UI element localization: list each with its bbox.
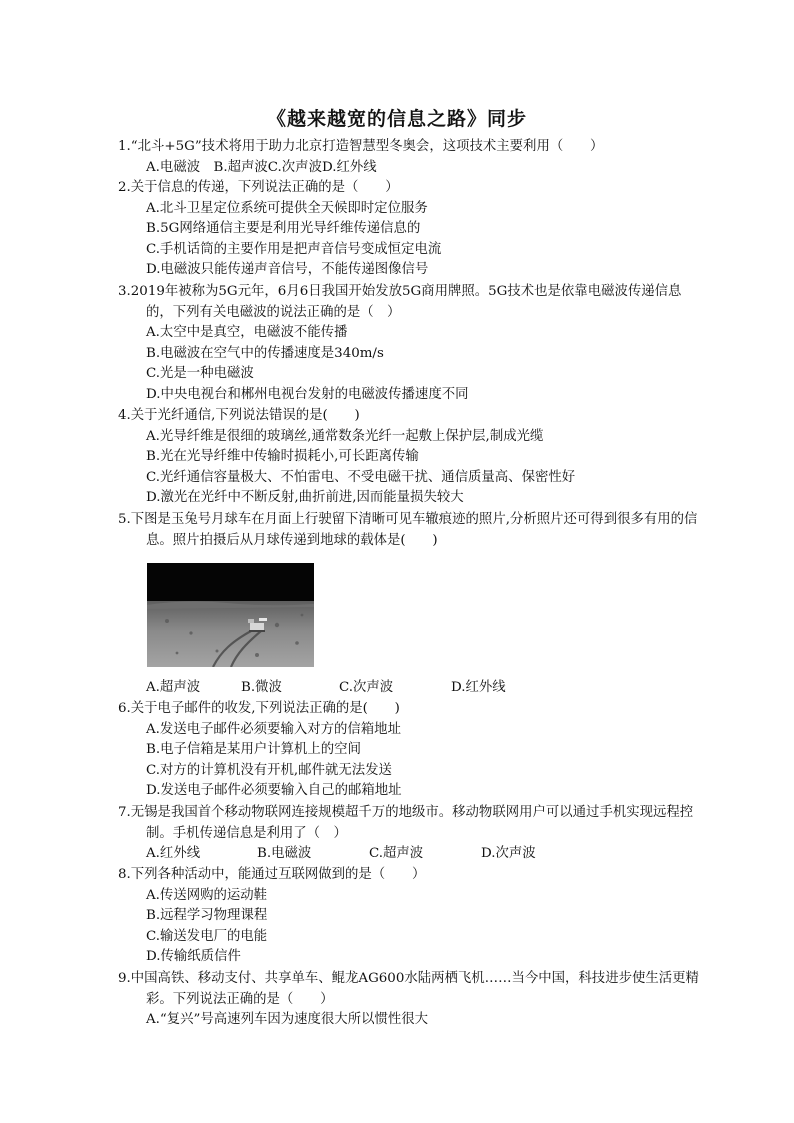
option-a: A.发送电子邮件必须要输入对方的信箱地址 — [146, 721, 401, 737]
option-d: D.传输纸质信件 — [146, 949, 241, 965]
option-b: B.电磁波 — [257, 846, 312, 862]
option-row — [118, 844, 708, 865]
lunar-surface-image — [147, 563, 314, 667]
option-a: A.太空中是真空，电磁波不能传播 — [146, 325, 348, 341]
question-stem: 7.无锡是我国首个移动物联网连接规模超千万的地级市。移动物联网用户可以通过手机实现远程控制。手机传递信息是利用了（ ） — [118, 805, 694, 841]
option-a: A.北斗卫星定位系统可提供全天候即时定位服务 — [146, 200, 428, 216]
option-b: B.电子信箱是某用户计算机上的空间 — [146, 742, 361, 758]
option-d: D.红外线 — [451, 680, 506, 695]
question-stem: 5.下图是玉兔号月球车在月面上行驶留下清晰可见车辙痕迹的照片,分析照片还可得到很多有用的信息。照片拍摄后从月球传递到地球的载体是( ) — [118, 512, 698, 548]
option-d: D.激光在光纤中不断反射,曲折前进,因而能量损失较大 — [146, 490, 464, 506]
option-row — [118, 678, 708, 699]
question-stem: 4.关于光纤通信,下列说法错误的是( ) — [118, 408, 360, 423]
question-5-options — [118, 678, 708, 699]
option-d: D.中央电视台和郴州电视台发射的电磁波传播速度不同 — [146, 386, 469, 402]
lunar-rover-photo — [147, 563, 314, 667]
option-c: C.次声波 — [339, 680, 394, 695]
option-c: C.超声波 — [369, 846, 424, 862]
option-a: A.光导纤维是很细的玻璃丝,通常数条光纤一起敷上保护层,制成光缆 — [146, 428, 544, 444]
question-stem: 1.“北斗+5G”技术将用于助力北京打造智慧型冬奥会，这项技术主要利用（ ） — [118, 139, 604, 154]
document-title: 《越来越宽的信息之路》同步 — [266, 108, 527, 130]
question-6 — [118, 699, 708, 802]
option-b: B.远程学习物理课程 — [146, 908, 268, 924]
question-1 — [118, 137, 708, 178]
question-8 — [118, 865, 708, 968]
question-2 — [118, 178, 708, 281]
question-3 — [118, 282, 708, 406]
option-c: C.光纤通信容量极大、不怕雷电、不受电磁干扰、通信质量高、保密性好 — [146, 469, 576, 485]
option-c: C.输送发电厂的电能 — [146, 928, 268, 944]
option-a: A.超声波 — [146, 680, 201, 695]
question-options: A.电磁波 B.超声波C.次声波D.红外线 — [146, 159, 377, 175]
option-d: D.次声波 — [481, 846, 536, 862]
option-b: B.5G网络通信主要是利用光导纤维传递信息的 — [146, 221, 421, 237]
question-stem: 8.下列各种活动中，能通过互联网做到的是（ ） — [118, 867, 426, 882]
option-c: C.对方的计算机没有开机,邮件就无法发送 — [146, 762, 392, 778]
option-a: A.红外线 — [146, 846, 201, 862]
option-a: A.传送网购的运动鞋 — [146, 887, 268, 903]
option-d: D.电磁波只能传递声音信号，不能传递图像信号 — [146, 262, 429, 278]
option-b: B.光在光导纤维中传输时损耗小,可长距离传输 — [146, 449, 419, 465]
question-7 — [118, 803, 708, 865]
question-stem: 2.关于信息的传递，下列说法正确的是（ ） — [118, 180, 399, 195]
question-stem: 9.中国高铁、移动支付、共享单车、鲲龙AG600水陆两栖飞机……当今中国，科技进步使生活更精彩。下列说法正确的是（ ） — [118, 971, 699, 1007]
option-c: C.光是一种电磁波 — [146, 366, 254, 382]
option-b: B.电磁波在空气中的传播速度是340m/s — [146, 345, 384, 361]
option-c: C.手机话筒的主要作用是把声音信号变成恒定电流 — [146, 241, 442, 257]
option-d: D.发送电子邮件必须要输入自己的邮箱地址 — [146, 783, 402, 799]
question-9 — [118, 969, 708, 1031]
option-a: A.“复兴”号高速列车因为速度很大所以惯性很大 — [146, 1012, 429, 1028]
question-stem: 3.2019年被称为5G元年，6月6日我国开始发放5G商用牌照。5G技术也是依靠电磁波传递信息的，下列有关电磁波的说法正确的是（ ） — [118, 284, 682, 320]
question-5 — [118, 510, 708, 551]
question-4 — [118, 406, 708, 509]
option-b: B.微波 — [241, 680, 282, 695]
question-stem: 6.关于电子邮件的收发,下列说法正确的是( ) — [118, 701, 400, 716]
